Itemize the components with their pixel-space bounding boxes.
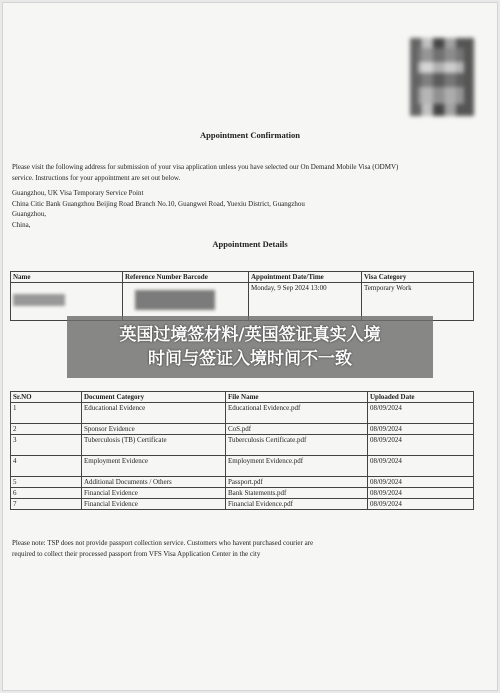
- header-sr-no: Sr.NO: [11, 392, 82, 403]
- row-date: 08/09/2024: [368, 499, 474, 510]
- row-date: 08/09/2024: [368, 488, 474, 499]
- row-file-name: Bank Statements.pdf: [226, 488, 368, 499]
- header-datetime: Appointment Date/Time: [249, 272, 362, 283]
- overlay-caption-banner: [67, 316, 433, 378]
- table-row: [11, 488, 474, 499]
- address-line-4: China,: [12, 220, 31, 229]
- visa-category-value: Temporary Work: [362, 283, 474, 321]
- row-date: 08/09/2024: [368, 456, 474, 477]
- appointment-details-table: [10, 271, 474, 321]
- row-category: Employment Evidence: [82, 456, 226, 477]
- table-row: [11, 424, 474, 435]
- banner-line-2: 时间与签证入境时间不一致: [148, 349, 352, 369]
- banner-line-1: 英国过境签材料/英国签证真实入境: [119, 325, 381, 345]
- row-number: 1: [11, 403, 82, 424]
- header-visa-category: Visa Category: [362, 272, 474, 283]
- row-category: Sponsor Evidence: [82, 424, 226, 435]
- address-line-3: Guangzhou,: [12, 210, 47, 218]
- address-block: [12, 188, 482, 230]
- row-file-name: CoS.pdf: [226, 424, 368, 435]
- intro-line-2: service. Instructions for your appointment are set out below.: [12, 173, 181, 182]
- details-title: Appointment Details: [212, 239, 288, 249]
- address-line-2: China Citic Bank Guangzhou Beijing Road Branch No.10, Guangwei Road, Yuexiu District, Guangzhou: [12, 199, 305, 208]
- header-file-name: File Name: [226, 392, 368, 403]
- header-reference: Reference Number Barcode: [123, 272, 249, 283]
- note-text: [12, 538, 482, 559]
- table-row: [11, 456, 474, 477]
- row-number: 4: [11, 456, 82, 477]
- row-number: 6: [11, 488, 82, 499]
- document-title: Appointment Confirmation: [200, 130, 300, 140]
- header-document-category: Document Category: [82, 392, 226, 403]
- row-category: Educational Evidence: [82, 403, 226, 424]
- row-file-name: Tuberculosis Certificate.pdf: [226, 435, 368, 456]
- row-file-name: Financial Evidence.pdf: [226, 499, 368, 510]
- row-number: 3: [11, 435, 82, 456]
- row-file-name: Educational Evidence.pdf: [226, 403, 368, 424]
- header-name: Name: [11, 272, 123, 283]
- appointment-datetime: Monday, 9 Sep 2024 13:00: [249, 283, 362, 321]
- row-file-name: Passport.pdf: [226, 477, 368, 488]
- row-category: Financial Evidence: [82, 499, 226, 510]
- row-number: 2: [11, 424, 82, 435]
- row-category: Financial Evidence: [82, 488, 226, 499]
- row-category: Additional Documents / Others: [82, 477, 226, 488]
- barcode-redacted: [123, 283, 249, 321]
- table-row: [11, 403, 474, 424]
- table-row: [11, 435, 474, 456]
- documents-table: [10, 391, 474, 510]
- row-number: 7: [11, 499, 82, 510]
- intro-text: [12, 162, 482, 183]
- row-date: 08/09/2024: [368, 477, 474, 488]
- row-category: Tuberculosis (TB) Certificate: [82, 435, 226, 456]
- address-line-1: Guangzhou, UK Visa Temporary Service Point: [12, 189, 144, 197]
- qr-code-image: [410, 38, 474, 116]
- table-row: [11, 477, 474, 488]
- row-number: 5: [11, 477, 82, 488]
- note-line-1: Please note: TSP does not provide passport collection service. Customers who havent purchased courier are: [12, 539, 314, 547]
- intro-line-1: Please visit the following address for submission of your visa application unless you have selected our On Demand Mobile Visa (ODMV): [12, 163, 399, 171]
- row-date: 08/09/2024: [368, 424, 474, 435]
- header-uploaded-date: Uploaded Date: [368, 392, 474, 403]
- applicant-name-redacted: [11, 283, 123, 321]
- table-row: [11, 499, 474, 510]
- note-line-2: required to collect their processed passport from VFS Visa Application Center in the city: [12, 549, 261, 558]
- row-file-name: Employment Evidence.pdf: [226, 456, 368, 477]
- row-date: 08/09/2024: [368, 435, 474, 456]
- row-date: 08/09/2024: [368, 403, 474, 424]
